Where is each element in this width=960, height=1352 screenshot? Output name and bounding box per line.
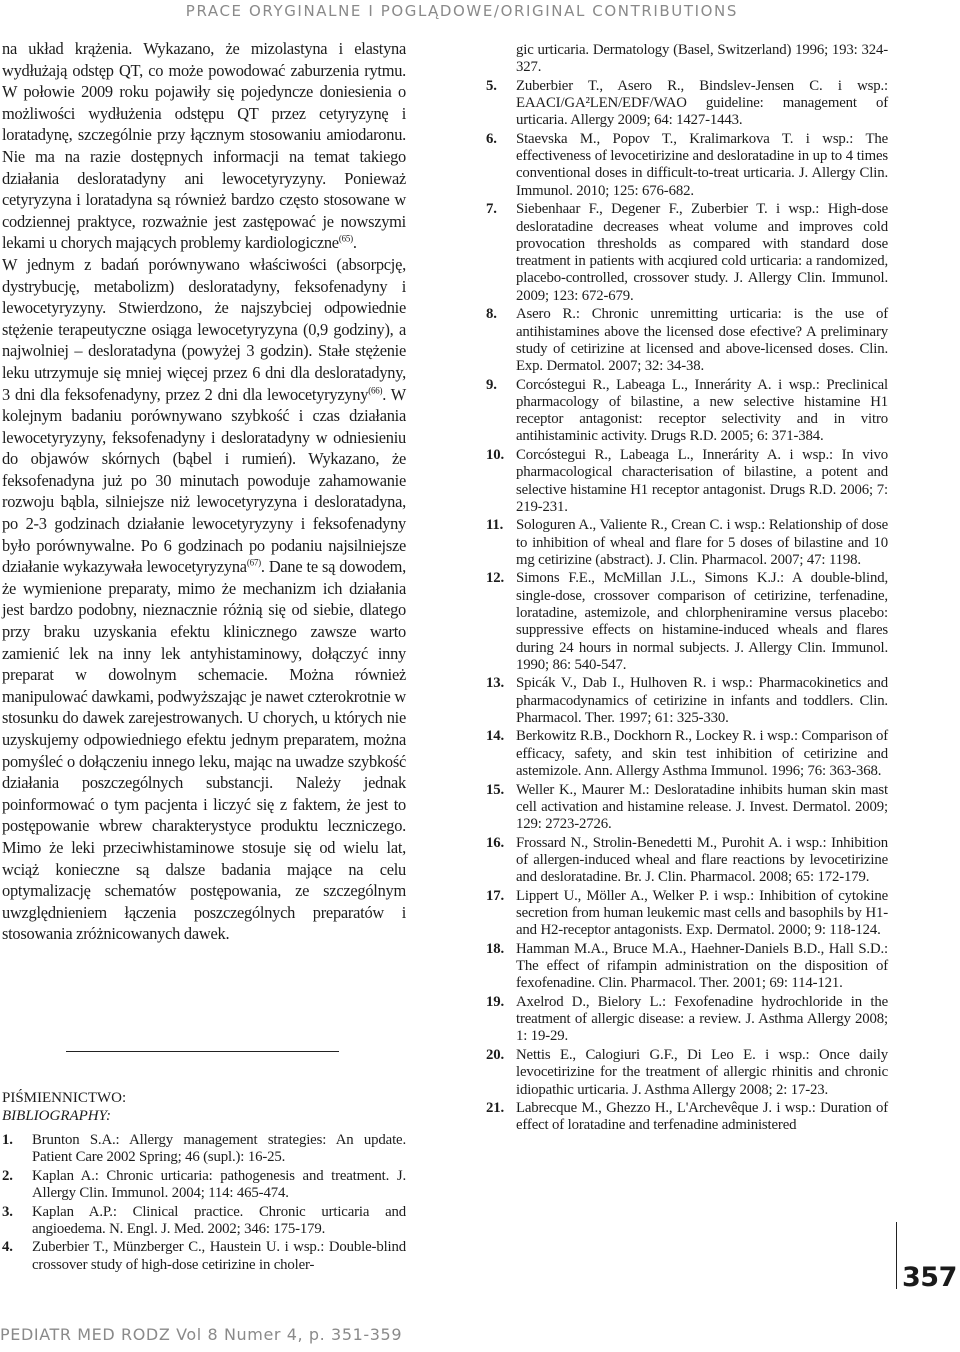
citation: (66) — [368, 385, 383, 396]
reference-text: Nettis E., Calogiuri G.F., Di Leo E. i wsp.: Once daily levocetirizine for the treatment of allergic rhinitis and chronic idiopathic urticaria. J. Asthma Allergy 2008; 2: 17-23. — [516, 1046, 888, 1098]
reference-item — [2, 1132, 406, 1167]
citation: (67) — [246, 557, 261, 568]
reference-item — [2, 1204, 406, 1239]
reference-text: Weller K., Maurer M.: Desloratadine inhibits human skin mast cell activation and histamine release. J. Invest. Dermatol. 2009; 129: 2723-2726. — [516, 781, 888, 833]
reference-item — [486, 78, 888, 130]
reference-number: 15. — [486, 781, 505, 798]
reference-number: 6. — [486, 130, 497, 147]
reference-number: 9. — [486, 376, 497, 393]
journal-footer: PEDIATR MED RODZ Vol 8 Numer 4, p. 351-359 — [0, 1325, 403, 1344]
reference-number: 7. — [486, 201, 497, 218]
citation: (65) — [338, 233, 353, 244]
reference-item — [486, 888, 888, 940]
reference-number: 20. — [486, 1046, 505, 1063]
bibliography-heading — [2, 1089, 126, 1125]
reference-number: 12. — [486, 570, 505, 587]
reference-item — [486, 782, 888, 834]
reference-text: Lippert U., Möller A., Welker P. i wsp.: Inhibition of cytokine secretion from human leukemic mast cells and basophils by H1- and H2-receptor antagonists. Exp. Dermatol. 2000; 9: 118-124. — [516, 887, 888, 939]
reference-text: Berkowitz R.B., Dockhorn R., Lockey R. i wsp.: Comparison of efficacy, safety, and skin test inhibition of cetirizine and astemizole. Ann. Allergy Asthma Immunol. 1996; 76: 363-368. — [516, 728, 888, 780]
reference-text: Hamman M.A., Bruce M.A., Haehner-Daniels B.D., Hall S.D.: The effect of rifampin administration on the disposition of fexofenadine. Clin. Pharmacol. Ther. 2001; 69: 114-121. — [516, 940, 888, 992]
reference-number: 14. — [486, 728, 505, 745]
reference-item — [486, 447, 888, 516]
reference-text: Labrecque M., Ghezzo H., L'Archevêque J. i wsp.: Duration of effect of loratadine and terfenadine administered — [516, 1100, 888, 1134]
reference-text: Frossard N., Strolin-Benedetti M., Purohit A. i wsp.: Inhibition of allergen-induced wheal and flare reactions by levocetirizine and desloratadine. Br. J. Clin. Pharmacol. 2008; 65: 172-179. — [516, 834, 888, 886]
body-text-column — [2, 38, 406, 945]
reference-item — [486, 517, 888, 569]
page-number-rule — [896, 1222, 897, 1289]
reference-number: 10. — [486, 446, 505, 463]
reference-list-right — [486, 42, 888, 1136]
reference-item — [486, 1100, 888, 1135]
reference-text: Spicák V., Dab I., Hulhoven R. i wsp.: Pharmacokinetics and pharmacodynamics of cetirizine in infants and toddlers. Clin. Pharmacol. Ther. 1997; 61: 325-330. — [516, 675, 888, 726]
reference-item — [486, 994, 888, 1046]
reference-text: Kaplan A.P.: Clinical practice. Chronic urticaria and angioedema. N. Engl. J. Med. 2002; 346: 175-179. — [32, 1203, 406, 1237]
reference-text: Brunton S.A.: Allergy management strategies: An update. Patient Care 2002 Spring; 46 (supl.): 16-25. — [32, 1132, 406, 1166]
reference-item — [486, 377, 888, 446]
bibliography-subtitle: BIBLIOGRAPHY: — [2, 1108, 112, 1124]
reference-item — [486, 941, 888, 993]
reference-item — [486, 570, 888, 674]
reference-text: Zuberbier T., Asero R., Bindslev-Jensen C. i wsp.: EAACI/GA²LEN/EDF/WAO guideline: management of urticaria. Allergy 2009; 64: 1427-1443. — [516, 77, 888, 129]
reference-text: Corcóstegui R., Labeaga L., Innerárity A. i wsp.: In vivo pharmacological characterisation of bilastine, a potent and selective histamine H1 receptor antagonist. Drugs R.D. 2006; 7: 219-231. — [516, 446, 888, 515]
reference-item — [486, 835, 888, 887]
reference-number: 2. — [2, 1167, 13, 1184]
reference-item — [2, 1168, 406, 1203]
body-paragraph: W jednym z badań porównywano właściwości (absorpcję, dystrybucję, metabolizm) desloratadyny, feksofenadyny i lewocetyryzyny. Stwierdzono, że najszybciej odpowiednie stężenie terapeutyczne osiąga lewocetyryzyna (0,9 godziny), a najwolniej – desloratadyna (powyżej 3 godzin). Stałe stężenie leku utrzymuje się mniej więcej przez 6 dni dla desloratadyny, 3 dni dla feksofenadyny, przez 2 dni dla lewocetyryzyny$^{(66)}$. W kolejnym badaniu porównywano szybkość i czas działania lewocetyryzyny, feksofenadyny i desloratadyny w odniesieniu do objawów skórnych (bąbel i rumień). Wykazano, że feksofenadyna już po 30 minutach powoduje zahamowanie rozwoju bąbla, silniejsze niż lewocetyryzyna i desloratadyna, po 2-3 godzinach działanie lewocetyryzyny i feksofenadyny było porównywalne. Po 6 godzinach po podaniu najsilniejsze działanie wykazywała lewocetyryzyna$^{(67)}$. Dane te są dowodem, że wymienione preparaty, mimo że mechanizm ich działania jest bardzo podobny, nieznacznie różnią się od siebie, dlatego przy braku uzyskania efektu klinicznego zawsze warto zamienić lek na inny lek antyhistaminowy, dołączyć inny preparat w dowolnym schemacie. Można również manipulować dawkami, podwyższając je nawet czterokrotnie w stosunku do dawek zarejestrowanych. U chorych, u których nie uzyskujemy odpowiedniego efektu jednym preparatem, można pomyśleć o dołączeniu innego leku, mając na uwadze szybkość działania poszczególnych substancji. Należy jednak poinformować o tym pacjenta i liczyć się z faktem, że jest to postępowanie wbrew charakterystyce produktu leczniczego. Mimo że leki przeciwhistaminowe stosuje się od wielu lat, wciąż konieczne są dalsze badania mające na celu optymalizację schematów postępowania, ze szczególnym uwzględnieniem łączenia poszczególnych preparatów i stosowania zróżnicowanych dawek. — [2, 254, 406, 944]
reference-number: 5. — [486, 77, 497, 94]
reference-number: 8. — [486, 306, 497, 323]
reference-list-left — [2, 1132, 406, 1275]
reference-item — [486, 201, 888, 305]
reference-text: Zuberbier T., Münzberger C., Haustein U. i wsp.: Double-blind crossover study of high-dose cetirizine in choler- — [32, 1239, 406, 1273]
reference-number: 16. — [486, 834, 505, 851]
reference-text: Staevska M., Popov T., Kralimarkova T. i wsp.: The effectiveness of levocetirizine and desloratadine in up to 4 times conventional doses in difficult-to-treat urticaria. J. Allergy Clin. Immunol. 2010; 125: 676-682. — [516, 130, 888, 199]
reference-text: Sologuren A., Valiente R., Crean C. i wsp.: Relationship of dose to inhibition of wheal and flare for 5 doses of bilastine and 10 mg cetirizine (abstract). J. Clin. Pharmacol. 2007; 47: 1198. — [516, 517, 888, 568]
reference-number: 1. — [2, 1132, 13, 1148]
reference-number: 18. — [486, 940, 505, 957]
reference-item — [2, 1239, 406, 1274]
reference-number: 13. — [486, 675, 505, 692]
bibliography-title: PIŚMIENNICTWO: — [2, 1090, 127, 1106]
reference-item — [486, 1047, 888, 1099]
reference-item — [486, 131, 888, 200]
reference-number: 3. — [2, 1203, 13, 1220]
reference-item — [486, 675, 888, 727]
reference-text: Corcóstegui R., Labeaga L., Innerárity A. i wsp.: Preclinical pharmacology of bilastine, a new selective histamine H1 receptor antagonist: receptor selectivity and in vitro antihistaminic activity. Drugs R.D. 2005; 6: 371-384. — [516, 376, 888, 445]
reference-text: Siebenhaar F., Degener F., Zuberbier T. i wsp.: High-dose desloratadine decreases wheat volume and improves cold provocation thresholds as compared with standard dose treatment in patients with acqiured cold urticaria: a randomized, placebo-controlled, crossover study. J. Allergy Clin. Immunol. 2009; 123: 672-679. — [516, 201, 888, 304]
reference-text: Asero R.: Chronic unremitting urticaria: is the use of antihistamines above the licensed dose efective? A preliminary study of cetirizine at licensed and above-licensed doses. Clin. Exp. Dermatol. 2007; 32: 34-38. — [516, 306, 888, 375]
reference-item — [486, 728, 888, 780]
reference-number: 21. — [486, 1100, 505, 1116]
reference-number: 17. — [486, 887, 505, 904]
page-number: 357 — [902, 1262, 957, 1293]
reference-number: 19. — [486, 993, 505, 1010]
reference-text: Axelrod D., Bielory L.: Fexofenadine hydrochloride in the treatment of allergic disease: a review. J. Asthma Allergy 2008; 1: 19-29. — [516, 993, 888, 1045]
reference-number: 4. — [2, 1239, 13, 1256]
reference-number: 11. — [486, 517, 504, 534]
running-header: PRACE ORYGINALNE I POGLĄDOWE/ORIGINAL CONTRIBUTIONS — [185, 2, 738, 20]
reference-text: Simons F.E., McMillan J.L., Simons K.J.: A double-blind, single-dose, crossover comparison of cetirizine, terfenadine, loratadine, astemizole, and chlorpheniramine versus placebo: suppressive effects on histamine-induced wheals and flares during 24 hours in normal subjects. J. Allergy Clin. Immunol. 1990; 86: 540-547. — [516, 570, 888, 673]
body-paragraph: na układ krążenia. Wykazano, że mizolastyna i elastyna wydłużają odstęp QT, co może powodować zaburzenia rytmu. W połowie 2009 roku pojawiły się pojedyncze doniesienia o możliwości wydłużenia odstępu QT przez cetyryzynę i loratadynę, szczególnie przy łącznym stosowaniu amiodaronu. Nie ma na razie dostępnych informacji na temat takiego działania desloratadyny ani lewocetyryzyny. Ponieważ cetyryzyna i loratadyna są również bardzo często stosowane w codziennej praktyce, rozważnie jest zastępować je nowszymi lekami u chorych mających problemy kardiologiczne$^{(65)}$. — [2, 39, 406, 253]
reference-text: Kaplan A.: Chronic urticaria: pathogenesis and treatment. J. Allergy Clin. Immunol. 2004; 114: 465-474. — [32, 1167, 406, 1202]
reference-item — [486, 306, 888, 375]
reference-continuation: gic urticaria. Dermatology (Basel, Switzerland) 1996; 193: 324-327. — [516, 42, 888, 76]
section-divider — [66, 1051, 339, 1052]
